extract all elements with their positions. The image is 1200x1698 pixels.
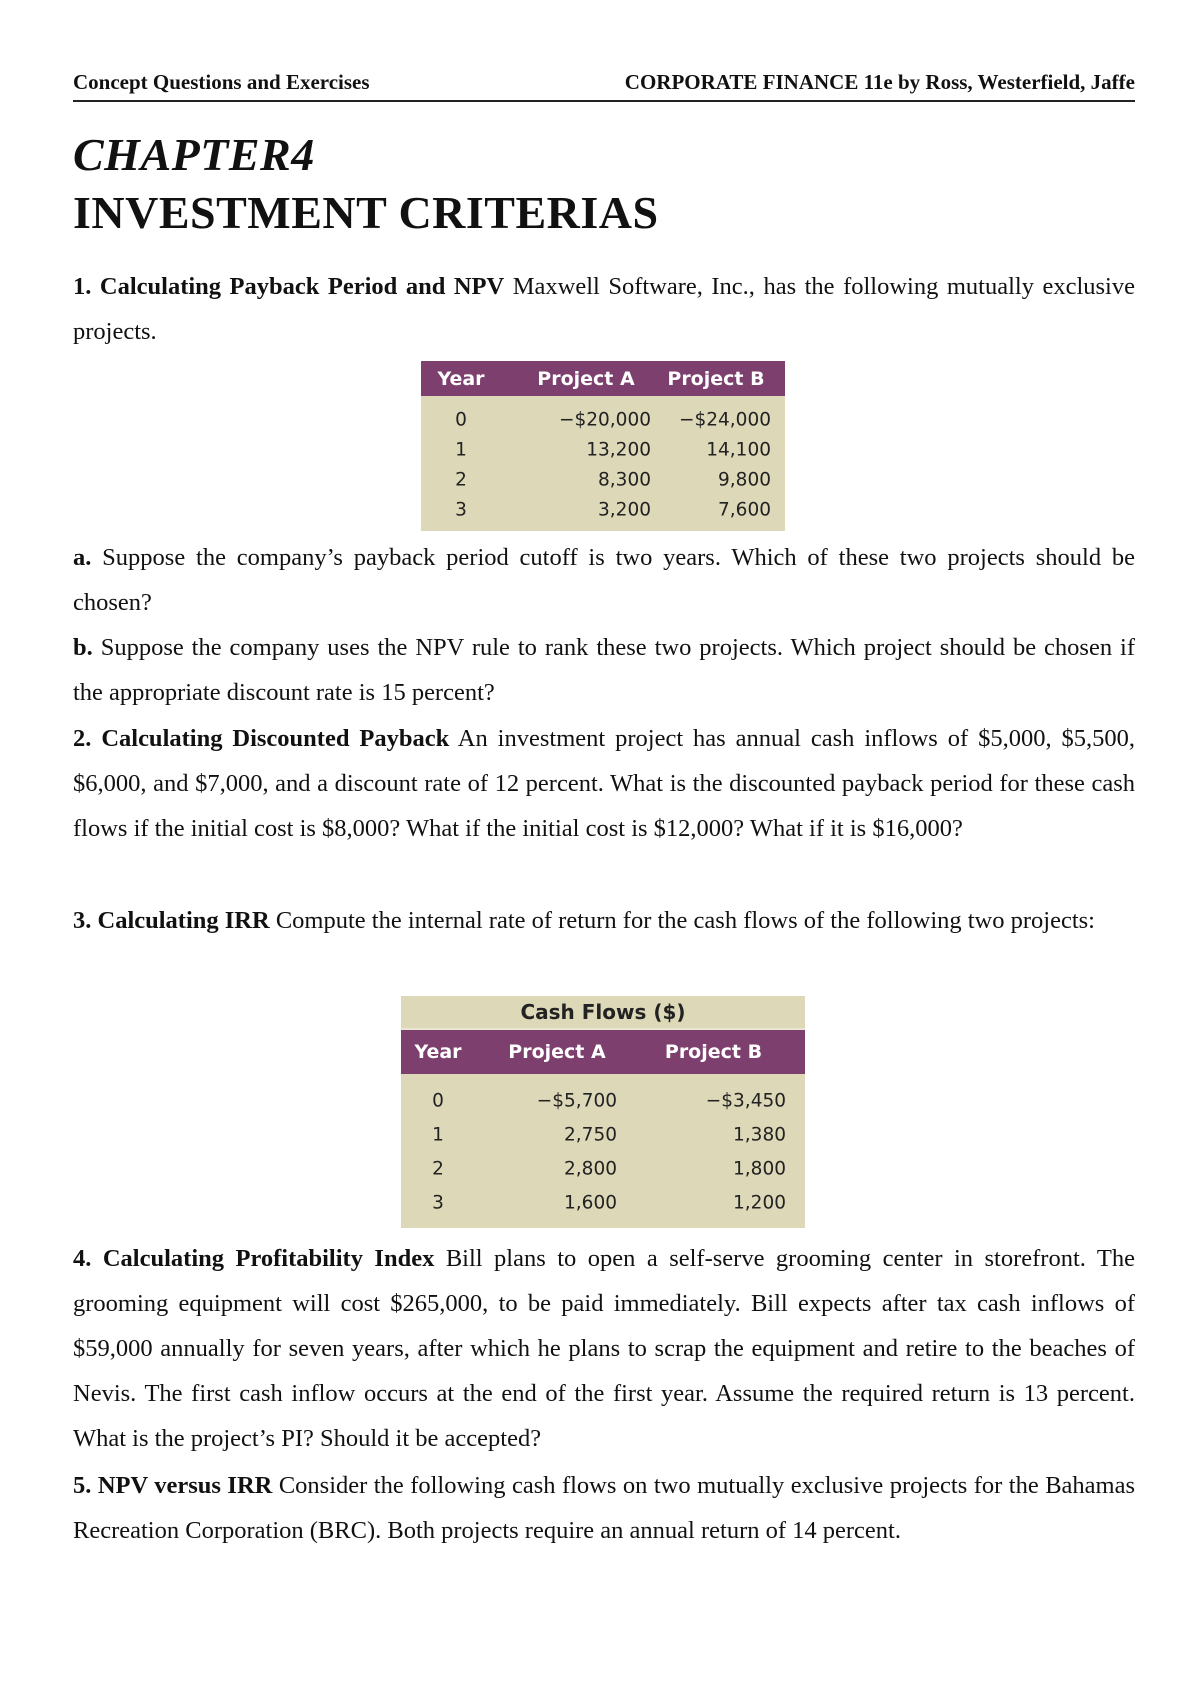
- question-5-heading: NPV versus IRR: [97, 1472, 273, 1499]
- project-b-cell: 1,200: [733, 1192, 786, 1214]
- project-a-cell: 1,600: [564, 1192, 617, 1214]
- table-header-row: [421, 361, 785, 396]
- year-cell: 0: [455, 409, 467, 431]
- column-header-project-a: Project A: [537, 367, 635, 390]
- project-a-cell: 13,200: [586, 439, 651, 461]
- running-header: [73, 68, 1135, 102]
- table-row: [401, 1118, 805, 1152]
- table-caption: Cash Flows ($): [401, 996, 805, 1030]
- question-1a-text: Suppose the company’s payback period cutoff is two years. Which of these two projects should be chosen?: [73, 544, 1135, 616]
- table-body: [401, 1074, 805, 1220]
- table-row: [401, 1152, 805, 1186]
- column-header-project-a: Project A: [508, 1041, 606, 1063]
- question-1b-label: b.: [73, 634, 93, 661]
- project-b-cell: −$3,450: [705, 1090, 786, 1112]
- table-header-row: [401, 1030, 805, 1074]
- table-row: [401, 1084, 805, 1118]
- question-1-text: Maxwell Software, Inc., has the following mutually exclusive projects.: [73, 273, 1135, 345]
- project-b-cell: 9,800: [718, 469, 771, 491]
- project-a-cell: 2,750: [564, 1124, 617, 1146]
- payback-projects-table: [421, 361, 785, 531]
- year-cell: 3: [432, 1192, 444, 1214]
- question-1a-label: a.: [73, 544, 92, 571]
- question-3-heading: Calculating IRR: [97, 907, 270, 934]
- column-header-project-b: Project B: [667, 367, 765, 390]
- question-2-text: An investment project has annual cash inflows of $5,000, $5,500, $6,000, and $7,000, and a discount rate of 12 percent. What is the discounted payback period for these cash flows if the initial cost is $8,000? What if the initial cost is $12,000? What if it is $16,000?: [73, 725, 1136, 842]
- project-b-cell: 7,600: [718, 499, 771, 521]
- question-3-text: Compute the internal rate of return for the cash flows of the following two projects:: [269, 907, 1095, 934]
- question-4-number: 4.: [73, 1245, 92, 1272]
- question-5: [73, 1463, 1135, 1553]
- project-a-cell: −$20,000: [558, 409, 651, 431]
- irr-cash-flows-table: [401, 996, 805, 1228]
- year-cell: 3: [455, 499, 467, 521]
- question-1: [73, 264, 1135, 354]
- project-a-cell: 8,300: [598, 469, 651, 491]
- column-header-year: Year: [437, 367, 485, 390]
- question-1b: [73, 625, 1135, 715]
- question-1b-text: Suppose the company uses the NPV rule to rank these two projects. Which project should be chosen if the appropriate discount rate is 15 percent?: [73, 634, 1135, 706]
- chapter-label: CHAPTER4: [73, 129, 315, 180]
- question-4-text: Bill plans to open a self-serve grooming center in storefront. The grooming equipment will cost $265,000, to be paid immediately. Bill expects after tax cash inflows of $59,000 annually for seven years, after which he plans to scrap the equipment and retire to the beaches of Nevis. The first cash inflow occurs at the end of the first year. Assume the required return is 13 percent. What is the project’s PI? Should it be accepted?: [73, 1245, 1135, 1452]
- project-b-cell: 1,380: [733, 1124, 786, 1146]
- question-2-heading: Calculating Discounted Payback: [101, 725, 450, 752]
- table-row: [401, 1186, 805, 1220]
- project-b-cell: −$24,000: [678, 409, 771, 431]
- question-3: [73, 898, 1135, 943]
- column-header-year: Year: [414, 1041, 462, 1063]
- question-5-number: 5.: [73, 1472, 92, 1499]
- year-cell: 0: [432, 1090, 444, 1112]
- year-cell: 1: [455, 439, 467, 461]
- column-header-project-b: Project B: [664, 1041, 763, 1063]
- project-a-cell: 2,800: [564, 1158, 617, 1180]
- question-1-number: 1.: [73, 273, 92, 300]
- chapter-title: INVESTMENT CRITERIAS: [73, 187, 659, 238]
- table-row: [421, 435, 785, 465]
- project-a-cell: 3,200: [598, 499, 651, 521]
- project-a-cell: −$5,700: [536, 1090, 617, 1112]
- question-1-heading: Calculating Payback Period and NPV: [99, 273, 505, 300]
- question-2: [73, 716, 1135, 851]
- table-row: [421, 405, 785, 435]
- question-3-number: 3.: [73, 907, 92, 934]
- year-cell: 2: [455, 469, 467, 491]
- question-5-text: Consider the following cash flows on two mutually exclusive projects for the Bahamas Recreation Corporation (BRC). Both projects require an annual return of 14 percent.: [73, 1472, 1135, 1544]
- project-b-cell: 1,800: [733, 1158, 786, 1180]
- table-row: [421, 465, 785, 495]
- question-1a: [73, 535, 1135, 625]
- header-right-text: CORPORATE FINANCE 11e by Ross, Westerfield, Jaffe: [624, 70, 1135, 94]
- question-4-heading: Calculating Profitability Index: [102, 1245, 435, 1272]
- table-body: [421, 396, 785, 525]
- question-4: [73, 1236, 1135, 1461]
- year-cell: 2: [432, 1158, 444, 1180]
- header-left-text: Concept Questions and Exercises: [73, 70, 370, 94]
- table-row: [421, 495, 785, 525]
- project-b-cell: 14,100: [706, 439, 771, 461]
- year-cell: 1: [432, 1124, 444, 1146]
- question-2-number: 2.: [73, 725, 92, 752]
